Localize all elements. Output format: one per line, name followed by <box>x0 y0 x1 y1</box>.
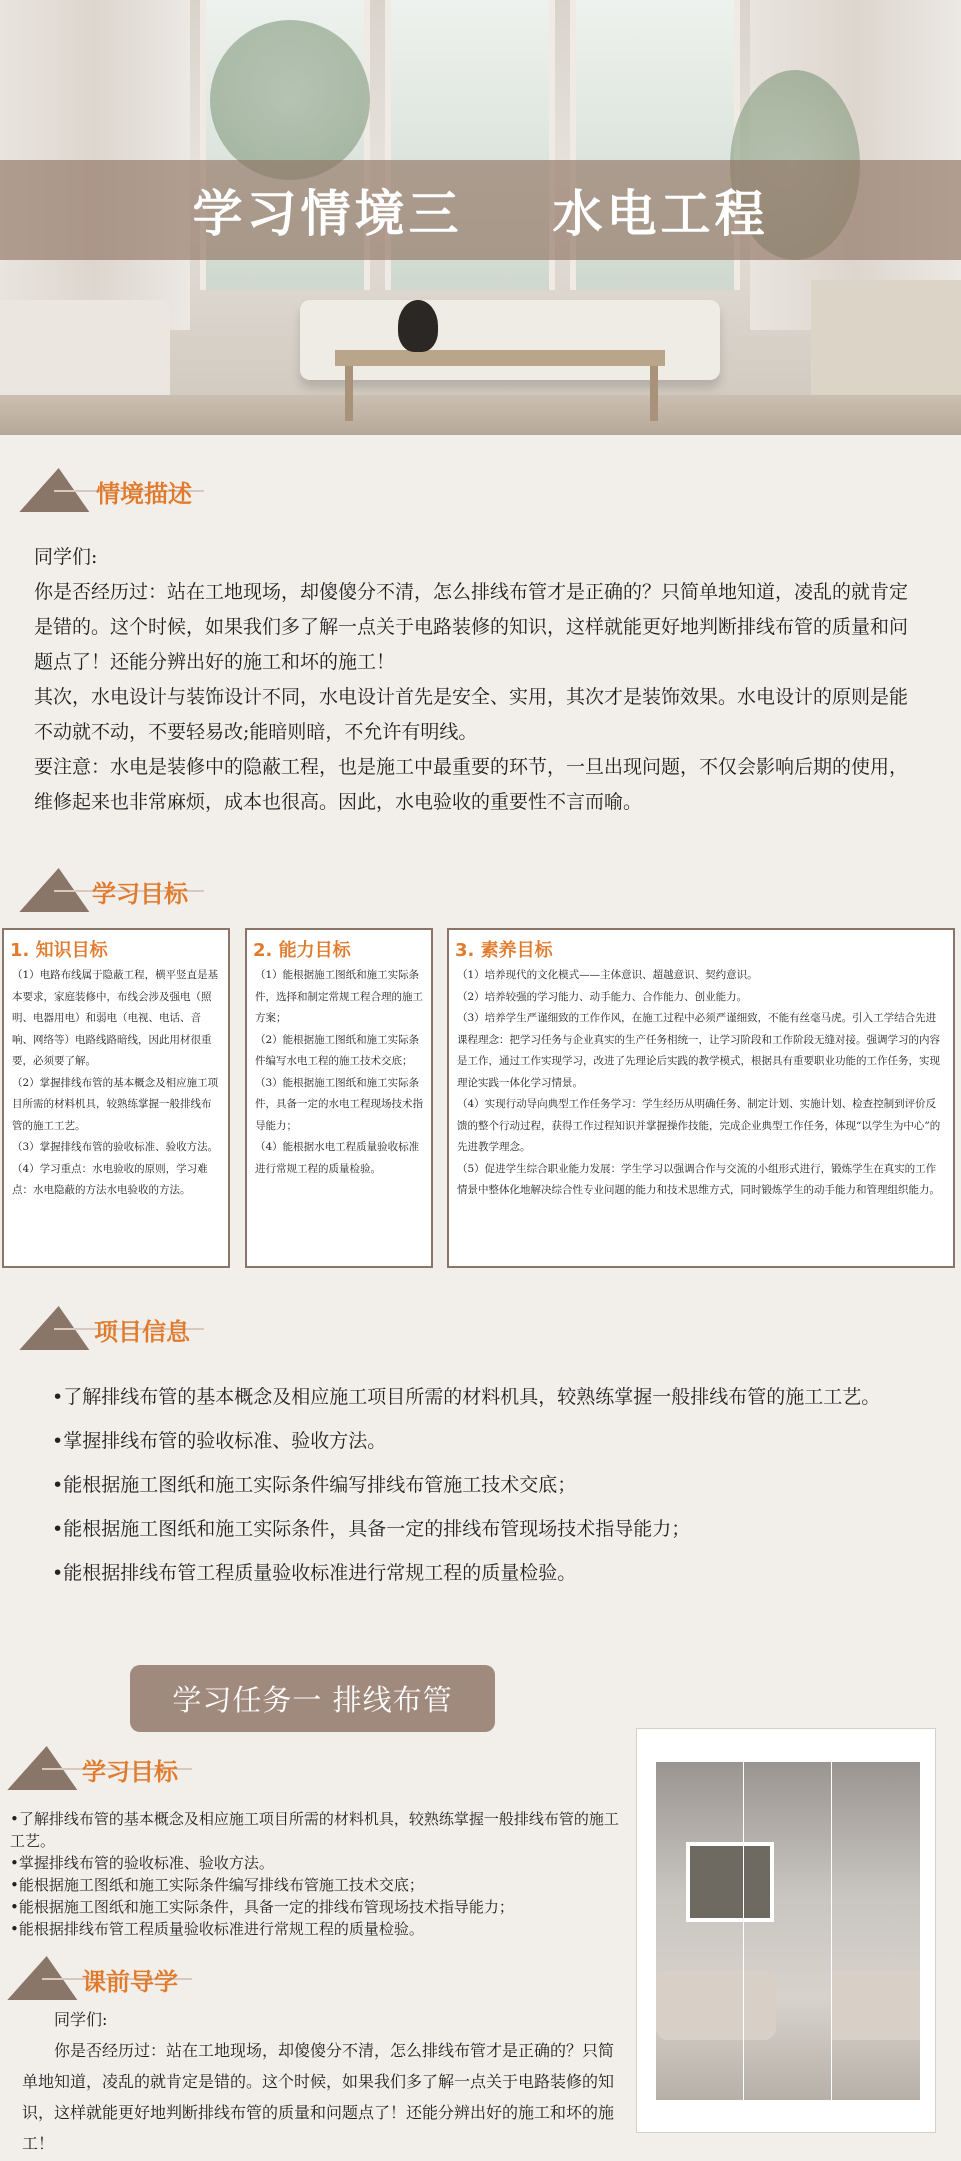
greeting: 同学们: <box>34 546 98 568</box>
list-item: •能根据施工图纸和施工实际条件编写排线布管施工技术交底； <box>10 1876 424 1894</box>
floor <box>0 395 961 435</box>
section-heading-preclass: 课前导学 <box>12 1950 312 2010</box>
list-item: •了解排线布管的基本概念及相应施工项目所需的材料机具，较熟练掌握一般排线布管的施工工艺。 <box>52 1386 881 1408</box>
plant <box>210 20 370 180</box>
goal-box-text: （1）能根据施工图纸和施工实际条件，选择和制定常规工程合理的施工方案； （2）能根据施工图纸和施工实际条件编写水电工程的施工技术交底； （3）能根据施工图纸和施工实际条件，具备一定的水电工程现场技术指导能力； （4）能根据水电工程质量验收标准进行常规工程的质量检验。 <box>255 969 423 1175</box>
goal-box-literacy <box>447 928 955 1268</box>
table-leg <box>345 366 353 421</box>
list-item: •能根据排线布管工程质量验收标准进行常规工程的质量检验。 <box>52 1562 577 1584</box>
list-item: •掌握排线布管的验收标准、验收方法。 <box>52 1430 387 1452</box>
framed-picture <box>743 1842 774 1922</box>
goal-box-title: 3. 素养目标 <box>455 940 553 961</box>
armchair <box>831 1970 921 2040</box>
greeting: 同学们: <box>54 2010 108 2029</box>
section-heading-goals: 学习目标 <box>24 862 324 922</box>
goal-box-knowledge <box>2 928 230 1268</box>
paragraph: 你是否经历过：站在工地现场，却傻傻分不清，怎么排线布管才是正确的？只简单地知道，凌乱的就肯定是错的。这个时候，如果我们多了解一点关于电路装修的知识，这样就能更好地判断排线布管的质量和问题点了！还能分辨出好的施工和坏的施工！ <box>34 581 909 673</box>
photo-panel <box>655 1761 745 2101</box>
coffee-table <box>335 350 665 366</box>
sofa <box>743 1970 776 2040</box>
list-item: •能根据施工图纸和施工实际条件，具备一定的排线布管现场技术指导能力； <box>10 1898 514 1916</box>
situation-text <box>34 540 924 820</box>
list-item: •能根据施工图纸和施工实际条件，具备一定的排线布管现场技术指导能力； <box>52 1518 691 1540</box>
section-heading-situation: 情境描述 <box>24 462 324 522</box>
photo-panel <box>743 1761 833 2101</box>
goal-box-text: （1）培养现代的文化模式——主体意识、超越意识、契约意识。 （2）培养较强的学习能力、动手能力、合作能力、创业能力。 （3）培养学生严谨细致的工作作风，在施工过程中必须严谨细致，不能有丝毫马虎。引入工学结合先进课程理念：把学习任务与企业真实的生产任务相统一，让学习阶段和工作阶段无缝对接。强调学习的内容是工作，通过工作实现学习，改进了先理论后实践的教学模式，根据具有重要职业功能的工作任务，实现理论实践一体化学习情景。 （4）实现行动导向典型工作任务学习：学生经历从明确任务、制定计划、实施计划、检查控制到评价反馈的整个行动过程，获得工作过程知识并掌握操作技能，完成企业典型工作任务，体现“以学生为中心”的先进教学理念。 （5）促进学生综合职业能力发展：学生学习以强调合作与交流的小组形式进行，锻炼学生在真实的工作情景中整体化地解决综合性专业问题的能力和技术思维方式，同时锻炼学生的动手能力和管理组织能力。 <box>457 969 941 1196</box>
sofa <box>656 1970 745 2040</box>
paragraph: 你是否经历过：站在工地现场，却傻傻分不清，怎么排线布管才是正确的？只简单地知道，凌乱的就肯定是错的。这个时候，如果我们多了解一点关于电路装修的知识，这样就能更好地判断排线布管的质量和问题点了！还能分辨出好的施工和坏的施工！ <box>22 2041 615 2153</box>
section-heading-task-goals: 学习目标 <box>12 1740 312 1800</box>
project-info-list <box>34 1375 934 1595</box>
goal-box-title: 2. 能力目标 <box>253 940 351 961</box>
goal-box-ability <box>245 928 433 1268</box>
goal-box-title: 1. 知识目标 <box>10 940 108 961</box>
learning-task-button[interactable]: 学习任务一 排线布管 <box>130 1665 495 1732</box>
list-item: •了解排线布管的基本概念及相应施工项目所需的材料机具，较熟练掌握一般排线布管的施工工艺。 <box>10 1810 619 1850</box>
framed-picture <box>686 1842 745 1922</box>
photo-panel <box>831 1761 921 2101</box>
goal-box-text: （1）电路布线属于隐蔽工程，横平竖直是基本要求，家庭装修中，布线会涉及强电（照明、电器用电）和弱电（电视、电话、音响、网络等）电路线路暗线，因此用材很重要，必须要了解。 （2）掌握排线布管的基本概念及相应施工项目所需的材料机具，较熟练掌握一般排线布管的施工工艺。 （3）掌握排线布管的验收标准、验收方法。 （4）学习重点：水电验收的原则，学习难点：水电隐蔽的方法水电验收的方法。 <box>12 969 219 1196</box>
sofa <box>0 300 170 410</box>
table-leg <box>650 366 658 421</box>
list-item: •掌握排线布管的验收标准、验收方法。 <box>10 1854 274 1872</box>
page-title-right: 水电工程 <box>552 184 769 243</box>
list-item: •能根据排线布管工程质量验收标准进行常规工程的质量检验。 <box>10 1920 424 1938</box>
cabinet <box>811 280 961 400</box>
list-item: •能根据施工图纸和施工实际条件编写排线布管施工技术交底； <box>52 1474 577 1496</box>
paragraph: 要注意：水电是装修中的隐蔽工程，也是施工中最重要的环节，一旦出现问题，不仅会影响后期的使用，维修起来也非常麻烦，成本也很高。因此，水电验收的重要性不言而喻。 <box>34 756 909 813</box>
paragraph: 其次，水电设计与装饰设计不同，水电设计首先是安全、实用，其次才是装饰效果。水电设计的原则是能不动就不动，不要轻易改;能暗则暗，不允许有明线。 <box>34 686 909 743</box>
vase <box>398 300 438 352</box>
interior-photo <box>636 1728 936 2133</box>
title-banner <box>0 160 961 260</box>
section-heading-project: 项目信息 <box>24 1300 324 1360</box>
task-goals-list <box>10 1808 630 1940</box>
page-title-left: 学习情境三 <box>192 184 463 243</box>
preclass-text <box>22 2004 622 2159</box>
hero-image <box>0 0 961 435</box>
